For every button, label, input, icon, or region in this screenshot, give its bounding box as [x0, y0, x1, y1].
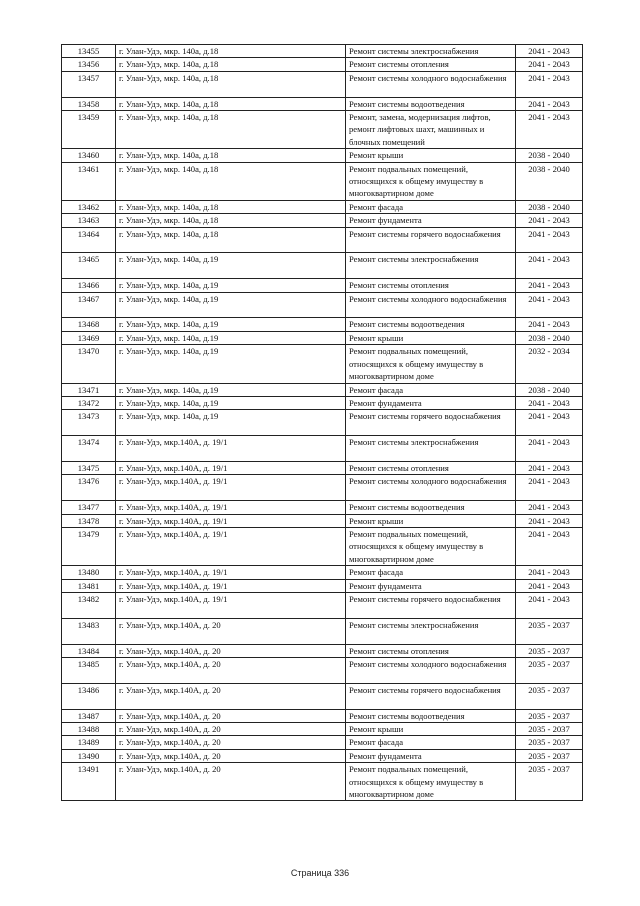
table-row — [62, 149, 583, 162]
row-period: 2041 - 2043 — [516, 71, 583, 97]
row-work-type: Ремонт системы горячего водоснабжения — [346, 410, 516, 436]
row-address: г. Улан-Удэ, мкр. 140а, д.19 — [116, 253, 346, 279]
table-row — [62, 292, 583, 318]
row-work-type: Ремонт системы водоотведения — [346, 97, 516, 110]
table-row — [62, 527, 583, 565]
row-address: г. Улан-Удэ, мкр.140А, д. 19/1 — [116, 501, 346, 514]
row-number: 13473 — [62, 410, 116, 436]
row-number: 13459 — [62, 111, 116, 149]
table-row — [62, 683, 583, 709]
row-address: г. Улан-Удэ, мкр. 140а, д.18 — [116, 97, 346, 110]
row-address: г. Улан-Удэ, мкр. 140а, д.18 — [116, 200, 346, 213]
row-address: г. Улан-Удэ, мкр. 140а, д.19 — [116, 331, 346, 344]
row-work-type: Ремонт фасада — [346, 383, 516, 396]
row-work-type: Ремонт системы отопления — [346, 644, 516, 657]
row-period: 2041 - 2043 — [516, 45, 583, 58]
row-address: г. Улан-Удэ, мкр.140А, д. 20 — [116, 736, 346, 749]
row-address: г. Улан-Удэ, мкр.140А, д. 20 — [116, 683, 346, 709]
row-address: г. Улан-Удэ, мкр. 140а, д.19 — [116, 410, 346, 436]
row-work-type: Ремонт системы электроснабжения — [346, 253, 516, 279]
table-row — [62, 111, 583, 149]
row-number: 13470 — [62, 345, 116, 383]
row-period: 2041 - 2043 — [516, 292, 583, 318]
row-period: 2041 - 2043 — [516, 436, 583, 462]
row-work-type: Ремонт фундамента — [346, 214, 516, 227]
row-period: 2038 - 2040 — [516, 149, 583, 162]
row-address: г. Улан-Удэ, мкр. 140а, д.19 — [116, 396, 346, 409]
row-work-type: Ремонт системы горячего водоснабжения — [346, 227, 516, 253]
table-row — [62, 436, 583, 462]
row-period: 2041 - 2043 — [516, 592, 583, 618]
row-period: 2041 - 2043 — [516, 501, 583, 514]
row-work-type: Ремонт фасада — [346, 200, 516, 213]
row-address: г. Улан-Удэ, мкр.140А, д. 20 — [116, 657, 346, 683]
table-body — [62, 45, 583, 801]
row-period: 2038 - 2040 — [516, 331, 583, 344]
row-number: 13479 — [62, 527, 116, 565]
row-number: 13485 — [62, 657, 116, 683]
table-row — [62, 566, 583, 579]
row-number: 13480 — [62, 566, 116, 579]
row-period: 2038 - 2040 — [516, 162, 583, 200]
table-row — [62, 592, 583, 618]
row-work-type: Ремонт системы холодного водоснабжения — [346, 292, 516, 318]
row-address: г. Улан-Удэ, мкр. 140а, д.18 — [116, 227, 346, 253]
row-number: 13465 — [62, 253, 116, 279]
row-period: 2041 - 2043 — [516, 318, 583, 331]
row-work-type: Ремонт системы горячего водоснабжения — [346, 683, 516, 709]
row-period: 2041 - 2043 — [516, 527, 583, 565]
row-period: 2035 - 2037 — [516, 749, 583, 762]
table-row — [62, 214, 583, 227]
row-number: 13484 — [62, 644, 116, 657]
row-number: 13491 — [62, 763, 116, 801]
row-number: 13474 — [62, 436, 116, 462]
row-address: г. Улан-Удэ, мкр.140А, д. 19/1 — [116, 475, 346, 501]
row-period: 2038 - 2040 — [516, 200, 583, 213]
table-row — [62, 162, 583, 200]
row-number: 13472 — [62, 396, 116, 409]
row-work-type: Ремонт подвальных помещений, относящихся к общему имуществу в многоквартирном доме — [346, 162, 516, 200]
row-address: г. Улан-Удэ, мкр. 140а, д.19 — [116, 292, 346, 318]
table-row — [62, 345, 583, 383]
row-number: 13469 — [62, 331, 116, 344]
row-period: 2041 - 2043 — [516, 253, 583, 279]
row-period: 2041 - 2043 — [516, 566, 583, 579]
row-address: г. Улан-Удэ, мкр.140А, д. 19/1 — [116, 514, 346, 527]
row-work-type: Ремонт подвальных помещений, относящихся к общему имуществу в многоквартирном доме — [346, 763, 516, 801]
row-number: 13481 — [62, 579, 116, 592]
row-period: 2041 - 2043 — [516, 279, 583, 292]
row-period: 2041 - 2043 — [516, 461, 583, 474]
table-row — [62, 383, 583, 396]
row-number: 13478 — [62, 514, 116, 527]
row-period: 2035 - 2037 — [516, 709, 583, 722]
table-row — [62, 331, 583, 344]
row-period: 2035 - 2037 — [516, 736, 583, 749]
row-work-type: Ремонт крыши — [346, 149, 516, 162]
row-work-type: Ремонт фасада — [346, 736, 516, 749]
row-address: г. Улан-Удэ, мкр.140А, д. 19/1 — [116, 436, 346, 462]
row-work-type: Ремонт подвальных помещений, относящихся к общему имуществу в многоквартирном доме — [346, 527, 516, 565]
table-row — [62, 58, 583, 71]
row-work-type: Ремонт системы холодного водоснабжения — [346, 71, 516, 97]
row-address: г. Улан-Удэ, мкр. 140а, д.18 — [116, 45, 346, 58]
row-work-type: Ремонт, замена, модернизация лифтов, ремонт лифтовых шахт, машинных и блочных помещений — [346, 111, 516, 149]
row-period: 2041 - 2043 — [516, 97, 583, 110]
table-row — [62, 657, 583, 683]
row-period: 2035 - 2037 — [516, 763, 583, 801]
row-number: 13468 — [62, 318, 116, 331]
row-period: 2041 - 2043 — [516, 214, 583, 227]
row-number: 13488 — [62, 722, 116, 735]
table-row — [62, 253, 583, 279]
row-period: 2041 - 2043 — [516, 514, 583, 527]
row-period: 2035 - 2037 — [516, 657, 583, 683]
row-address: г. Улан-Удэ, мкр. 140а, д.18 — [116, 214, 346, 227]
row-number: 13490 — [62, 749, 116, 762]
row-address: г. Улан-Удэ, мкр.140А, д. 20 — [116, 722, 346, 735]
row-address: г. Улан-Удэ, мкр. 140а, д.18 — [116, 111, 346, 149]
table-row — [62, 736, 583, 749]
table-row — [62, 227, 583, 253]
row-address: г. Улан-Удэ, мкр. 140а, д.18 — [116, 71, 346, 97]
row-number: 13458 — [62, 97, 116, 110]
table-row — [62, 200, 583, 213]
row-address: г. Улан-Удэ, мкр.140А, д. 19/1 — [116, 566, 346, 579]
row-work-type: Ремонт крыши — [346, 331, 516, 344]
row-work-type: Ремонт системы водоотведения — [346, 318, 516, 331]
row-number: 13461 — [62, 162, 116, 200]
table-row — [62, 396, 583, 409]
row-number: 13483 — [62, 618, 116, 644]
row-work-type: Ремонт подвальных помещений, относящихся к общему имуществу в многоквартирном доме — [346, 345, 516, 383]
row-address: г. Улан-Удэ, мкр.140А, д. 20 — [116, 644, 346, 657]
row-address: г. Улан-Удэ, мкр.140А, д. 19/1 — [116, 527, 346, 565]
row-period: 2038 - 2040 — [516, 383, 583, 396]
table-row — [62, 514, 583, 527]
row-address: г. Улан-Удэ, мкр.140А, д. 20 — [116, 618, 346, 644]
row-number: 13477 — [62, 501, 116, 514]
table-row — [62, 97, 583, 110]
row-address: г. Улан-Удэ, мкр. 140а, д.19 — [116, 318, 346, 331]
row-work-type: Ремонт системы отопления — [346, 461, 516, 474]
row-address: г. Улан-Удэ, мкр. 140а, д.19 — [116, 345, 346, 383]
table-row — [62, 279, 583, 292]
row-work-type: Ремонт системы электроснабжения — [346, 618, 516, 644]
row-period: 2041 - 2043 — [516, 410, 583, 436]
table-row — [62, 618, 583, 644]
row-address: г. Улан-Удэ, мкр. 140а, д.18 — [116, 149, 346, 162]
row-address: г. Улан-Удэ, мкр. 140а, д.18 — [116, 58, 346, 71]
row-number: 13467 — [62, 292, 116, 318]
row-number: 13462 — [62, 200, 116, 213]
page-number: Страница 336 — [290, 868, 350, 878]
row-number: 13471 — [62, 383, 116, 396]
row-work-type: Ремонт системы холодного водоснабжения — [346, 657, 516, 683]
row-address: г. Улан-Удэ, мкр. 140а, д.19 — [116, 279, 346, 292]
row-address: г. Улан-Удэ, мкр. 140а, д.18 — [116, 162, 346, 200]
row-number: 13456 — [62, 58, 116, 71]
row-work-type: Ремонт фундамента — [346, 579, 516, 592]
table-row — [62, 410, 583, 436]
row-number: 13466 — [62, 279, 116, 292]
table-row — [62, 709, 583, 722]
row-work-type: Ремонт системы холодного водоснабжения — [346, 475, 516, 501]
table-row — [62, 318, 583, 331]
table-row — [62, 475, 583, 501]
row-period: 2035 - 2037 — [516, 722, 583, 735]
row-address: г. Улан-Удэ, мкр.140А, д. 20 — [116, 709, 346, 722]
row-number: 13464 — [62, 227, 116, 253]
row-number: 13489 — [62, 736, 116, 749]
repair-schedule-table — [61, 44, 583, 801]
row-number: 13482 — [62, 592, 116, 618]
row-work-type: Ремонт крыши — [346, 514, 516, 527]
row-address: г. Улан-Удэ, мкр.140А, д. 19/1 — [116, 461, 346, 474]
row-period: 2041 - 2043 — [516, 58, 583, 71]
row-number: 13487 — [62, 709, 116, 722]
row-work-type: Ремонт системы водоотведения — [346, 501, 516, 514]
row-address: г. Улан-Удэ, мкр.140А, д. 19/1 — [116, 592, 346, 618]
row-address: г. Улан-Удэ, мкр.140А, д. 19/1 — [116, 579, 346, 592]
row-period: 2041 - 2043 — [516, 396, 583, 409]
row-number: 13486 — [62, 683, 116, 709]
row-work-type: Ремонт крыши — [346, 722, 516, 735]
row-number: 13475 — [62, 461, 116, 474]
row-number: 13463 — [62, 214, 116, 227]
row-period: 2035 - 2037 — [516, 644, 583, 657]
row-period: 2041 - 2043 — [516, 475, 583, 501]
row-work-type: Ремонт фундамента — [346, 749, 516, 762]
table-row — [62, 71, 583, 97]
row-work-type: Ремонт системы отопления — [346, 279, 516, 292]
row-period: 2032 - 2034 — [516, 345, 583, 383]
row-work-type: Ремонт системы электроснабжения — [346, 45, 516, 58]
row-work-type: Ремонт системы водоотведения — [346, 709, 516, 722]
row-period: 2035 - 2037 — [516, 683, 583, 709]
row-work-type: Ремонт системы электроснабжения — [346, 436, 516, 462]
table-row — [62, 722, 583, 735]
row-period: 2035 - 2037 — [516, 618, 583, 644]
row-period: 2041 - 2043 — [516, 579, 583, 592]
table-row — [62, 461, 583, 474]
row-period: 2041 - 2043 — [516, 111, 583, 149]
row-address: г. Улан-Удэ, мкр. 140а, д.19 — [116, 383, 346, 396]
row-number: 13455 — [62, 45, 116, 58]
table-row — [62, 579, 583, 592]
row-work-type: Ремонт фундамента — [346, 396, 516, 409]
table-row — [62, 45, 583, 58]
row-work-type: Ремонт системы отопления — [346, 58, 516, 71]
row-period: 2041 - 2043 — [516, 227, 583, 253]
row-work-type: Ремонт системы горячего водоснабжения — [346, 592, 516, 618]
table-row — [62, 501, 583, 514]
row-address: г. Улан-Удэ, мкр.140А, д. 20 — [116, 763, 346, 801]
table-row — [62, 763, 583, 801]
row-number: 13457 — [62, 71, 116, 97]
table-row — [62, 644, 583, 657]
table-row — [62, 749, 583, 762]
row-number: 13476 — [62, 475, 116, 501]
row-number: 13460 — [62, 149, 116, 162]
row-address: г. Улан-Удэ, мкр.140А, д. 20 — [116, 749, 346, 762]
row-work-type: Ремонт фасада — [346, 566, 516, 579]
